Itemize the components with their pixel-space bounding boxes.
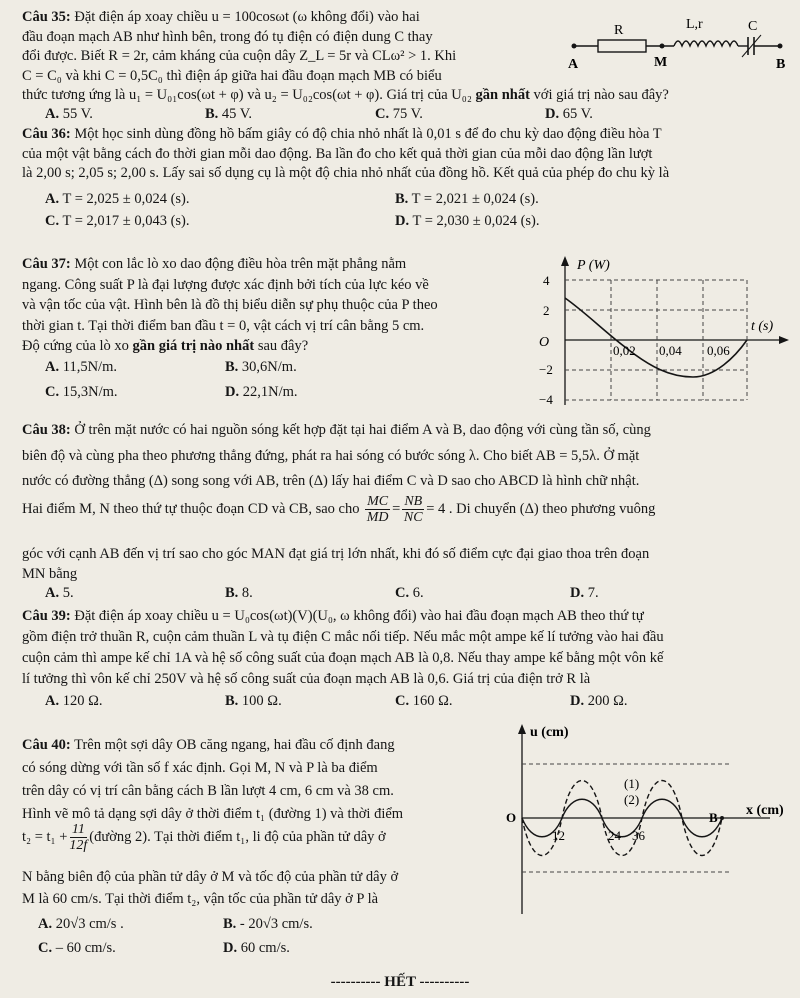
standing-wave-graph xyxy=(500,718,798,918)
options-35 xyxy=(45,105,665,125)
option-b[interactable]: B. 30,6N/m. xyxy=(225,359,297,375)
question-text: (đường 2). Tại thời điểm t₁, li độ của phần tử dây ở xyxy=(89,828,386,845)
question-number: Câu 37: xyxy=(22,256,71,272)
origin-label: O xyxy=(506,810,517,825)
origin-label: O xyxy=(539,335,550,350)
question-text: Độ cứng của lò xo xyxy=(22,338,129,354)
question-40-fraction-line xyxy=(22,822,502,853)
question-text: đầu đoạn mạch AB như hình bên, trong đó tụ điện có điện dung C thay xyxy=(22,28,433,45)
question-38 xyxy=(22,418,797,495)
question-text: Hai điểm M, N theo thứ tự thuộc đoạn CD và CB, sao cho xyxy=(22,500,360,517)
question-text: có sóng dừng với tần số f xác định. Gọi M, N và P là ba điểm xyxy=(22,760,378,776)
question-text: = 4 . Di chuyển (Δ) theo phương vuông xyxy=(426,500,656,517)
option-d[interactable]: D. 7. xyxy=(570,585,599,601)
question-text: thời gian t. Tại thời điểm ban đầu t = 0, vật cách vị trí cân bằng 5 cm. xyxy=(22,317,425,334)
question-text: Trên một sợi dây OB căng ngang, hai đầu cố định đang xyxy=(74,737,395,753)
y-tick: −4 xyxy=(539,392,553,407)
question-text: biên độ và cùng pha theo phương thẳng đứng, phát ra hai sóng có bước sóng λ. Cho biết AB = 5,5λ. Ở mặt xyxy=(22,447,640,464)
question-40 xyxy=(22,734,500,826)
question-text: cuộn cảm thì ampe kế chỉ 1A và hệ số công suất của đoạn mạch AB là 0,8. Nếu thay ampe kế bằng một vôn kế xyxy=(22,650,664,666)
question-text: lí tưởng thì vôn kế chỉ 250V và hệ số công suất của đoạn mạch AB là 0,6. Giá trị của điện trở R là xyxy=(22,671,591,687)
x-tick: 0,04 xyxy=(659,343,682,358)
question-text: thức tương ứng là u₁ = U₀₁cos(ωt + φ) và u₂ = U₀₂cos(ωt + φ). Giá trị của U₀₂ xyxy=(22,87,472,103)
question-number: Câu 36: xyxy=(22,126,71,142)
footer-end-mark: ---------- HẾT ---------- xyxy=(330,974,470,990)
endpoint-b: B xyxy=(709,810,718,825)
question-text: sau đây? xyxy=(257,338,309,354)
question-text: đổi được. Biết R = 2r, cảm kháng của cuộn dây Z_L = 5r và CLω² > 1. Khi xyxy=(22,48,457,64)
option-c[interactable]: C. T = 2,017 ± 0,043 (s). xyxy=(45,212,190,229)
fraction-mc-md: $\frac{MC}{MD}$ xyxy=(366,494,389,525)
option-c[interactable]: C. 160 Ω. xyxy=(395,693,453,709)
question-39 xyxy=(22,606,800,690)
question-text: là 2,00 s; 2,05 s; 2,00 s. Lấy sai số dụng cụ là một độ chia nhỏ nhất của đồng hồ. Kết quả của phép đo chu kỳ là xyxy=(22,165,670,181)
option-d[interactable]: D. T = 2,030 ± 0,024 (s). xyxy=(395,212,540,229)
fraction-11-12f: $\frac{11}{12f}$ xyxy=(69,822,88,853)
option-b[interactable]: B. 8. xyxy=(225,585,253,601)
emphasis: gần giá trị nào nhất xyxy=(132,338,255,354)
option-a[interactable]: A. T = 2,025 ± 0,024 (s). xyxy=(45,191,190,207)
y-tick: 2 xyxy=(543,303,550,318)
question-text: Đặt điện áp xoay chiều u = U₀cos(ωt)(V)(U₀, ω không đổi) vào hai đầu đoạn mạch AB theo thứ tự xyxy=(74,608,644,624)
resistor xyxy=(598,40,646,52)
question-text: ngang. Công suất P là đại lượng được xác định bởi tích của lực kéo về xyxy=(22,276,429,293)
label-M: M xyxy=(654,55,668,70)
option-a[interactable]: A. 120 Ω. xyxy=(45,693,103,709)
question-text: với giá trị nào sau đây? xyxy=(533,87,669,103)
curve-label-2: (2) xyxy=(624,792,640,807)
question-38-fraction-line: Hai điểm M, N theo thứ tự thuộc đoạn CD và CB, sao cho $\frac{MC}{MD}$ = $\frac{NB}{NC}$ = 4 . Di chuyển (Δ) theo phương vuông xyxy=(22,494,656,525)
question-text: C = C₀ và khi C = 0,5C₀ thì điện áp giữa hai đầu đoạn mạch MB có biểu xyxy=(22,67,442,84)
x-axis-label: t (s) xyxy=(751,319,774,334)
question-text: của một vật bằng cách đo thời gian mỗi dao động. Ba lần đo cho kết quả thời gian của mỗi dao động lần lượt xyxy=(22,145,653,162)
circuit-diagram xyxy=(562,12,794,74)
option-b[interactable]: B. - 20√3 cm/s. xyxy=(223,916,313,932)
question-number: Câu 40: xyxy=(22,737,71,753)
option-a[interactable]: A. 20√3 cm/s . xyxy=(38,916,124,932)
y-tick: 4 xyxy=(543,273,550,288)
options-38 xyxy=(45,584,670,604)
question-35-line5 xyxy=(22,86,792,106)
question-text: trên dây có vị trí cân bằng cách B lần lượt 4 cm, 6 cm và 38 cm. xyxy=(22,783,394,799)
question-text: t₂ = t₁ + xyxy=(22,828,68,845)
label-C: C xyxy=(748,19,758,34)
option-d[interactable]: D. 60 cm/s. xyxy=(223,940,290,956)
question-number: Câu 38: xyxy=(22,422,71,438)
options-36 xyxy=(45,190,745,231)
inductor xyxy=(674,41,738,46)
option-c[interactable]: C. 75 V. xyxy=(375,106,423,122)
x-tick: 12 xyxy=(552,828,565,843)
y-axis-label: u (cm) xyxy=(530,725,569,740)
emphasis: gần nhất xyxy=(475,87,530,103)
question-40-tail xyxy=(22,866,502,910)
options-39 xyxy=(45,692,670,712)
label-B: B xyxy=(776,57,786,72)
x-tick: 36 xyxy=(632,828,645,843)
curve-label-1: (1) xyxy=(624,776,640,791)
label-A: A xyxy=(568,57,579,72)
option-c[interactable]: C. 15,3N/m. xyxy=(45,383,118,400)
question-36 xyxy=(22,125,797,184)
question-text: Đặt điện áp xoay chiều u = 100cosωt (ω không đổi) vào hai xyxy=(74,9,420,25)
question-text: nước có đường thẳng (Δ) song song với AB, trên (Δ) lấy hai điểm C và D sao cho ABCD là hình chữ nhật. xyxy=(22,473,640,489)
option-b[interactable]: B. 45 V. xyxy=(205,106,253,122)
question-text: Hình vẽ mô tả dạng sợi dây ở thời điểm t₁ (đường 1) và thời điểm xyxy=(22,806,404,822)
question-38-tail xyxy=(22,544,800,584)
question-text: Một con lắc lò xo dao động điều hòa trên mặt phẳng nằm xyxy=(74,256,407,272)
options-40 xyxy=(38,912,458,960)
x-tick: 0,02 xyxy=(613,343,636,358)
question-text: gồm điện trở thuần R, cuộn cảm thuần L và tụ điện C mắc nối tiếp. Nếu mắc một ampe kế lí tưởng vào hai đầu xyxy=(22,629,664,645)
y-axis-label: P (W) xyxy=(577,258,610,273)
option-b[interactable]: B. T = 2,021 ± 0,024 (s). xyxy=(395,191,539,207)
question-number: Câu 39: xyxy=(22,608,71,624)
question-35 xyxy=(22,8,562,86)
question-number: Câu 35: xyxy=(22,9,71,25)
option-b[interactable]: B. 100 Ω. xyxy=(225,693,282,709)
option-c[interactable]: C. 6. xyxy=(395,585,424,601)
option-d[interactable]: D. 22,1N/m. xyxy=(225,383,298,400)
x-tick: 0,06 xyxy=(707,343,730,358)
question-37 xyxy=(22,254,552,357)
question-text: Ở trên mặt nước có hai nguồn sóng kết hợp đặt tại hai điểm A và B, dao động với cùng tần số, cùng xyxy=(74,422,651,438)
x-axis-label: x (cm) xyxy=(746,803,784,818)
question-text: N bằng biên độ của phần tử dây ở M và tốc độ của phần tử dây ở xyxy=(22,869,399,885)
option-a[interactable]: A. 5. xyxy=(45,585,74,601)
y-tick: −2 xyxy=(539,362,553,377)
question-text: và vận tốc của vật. Hình bên là đồ thị biểu diễn sự phụ thuộc của P theo xyxy=(22,297,438,313)
option-d[interactable]: D. 200 Ω. xyxy=(570,693,628,709)
label-R: R xyxy=(614,23,624,38)
question-text: góc với cạnh AB đến vị trí sao cho góc MAN đạt giá trị lớn nhất, khi đó số điểm cực đại giao thoa trên đoạn xyxy=(22,546,650,562)
question-text: M là 60 cm/s. Tại thời điểm t₂, vận tốc của phần tử dây ở P là xyxy=(22,891,379,907)
fraction-nb-nc: $\frac{NB}{NC}$ xyxy=(403,494,423,525)
label-Lr: L,r xyxy=(686,17,703,32)
question-text: Một học sinh dùng đồng hồ bấm giây có độ chia nhỏ nhất là 0,01 s để đo chu kỳ dao động điều hòa T xyxy=(74,126,662,142)
option-c[interactable]: C. – 60 cm/s. xyxy=(38,940,116,956)
x-tick: 24 xyxy=(608,828,621,843)
option-a[interactable]: A. 11,5N/m. xyxy=(45,359,117,375)
power-time-graph xyxy=(535,252,797,410)
option-a[interactable]: A. 55 V. xyxy=(45,106,93,122)
option-d[interactable]: D. 65 V. xyxy=(545,106,593,122)
options-37 xyxy=(45,358,445,402)
question-text: MN bằng xyxy=(22,566,78,582)
